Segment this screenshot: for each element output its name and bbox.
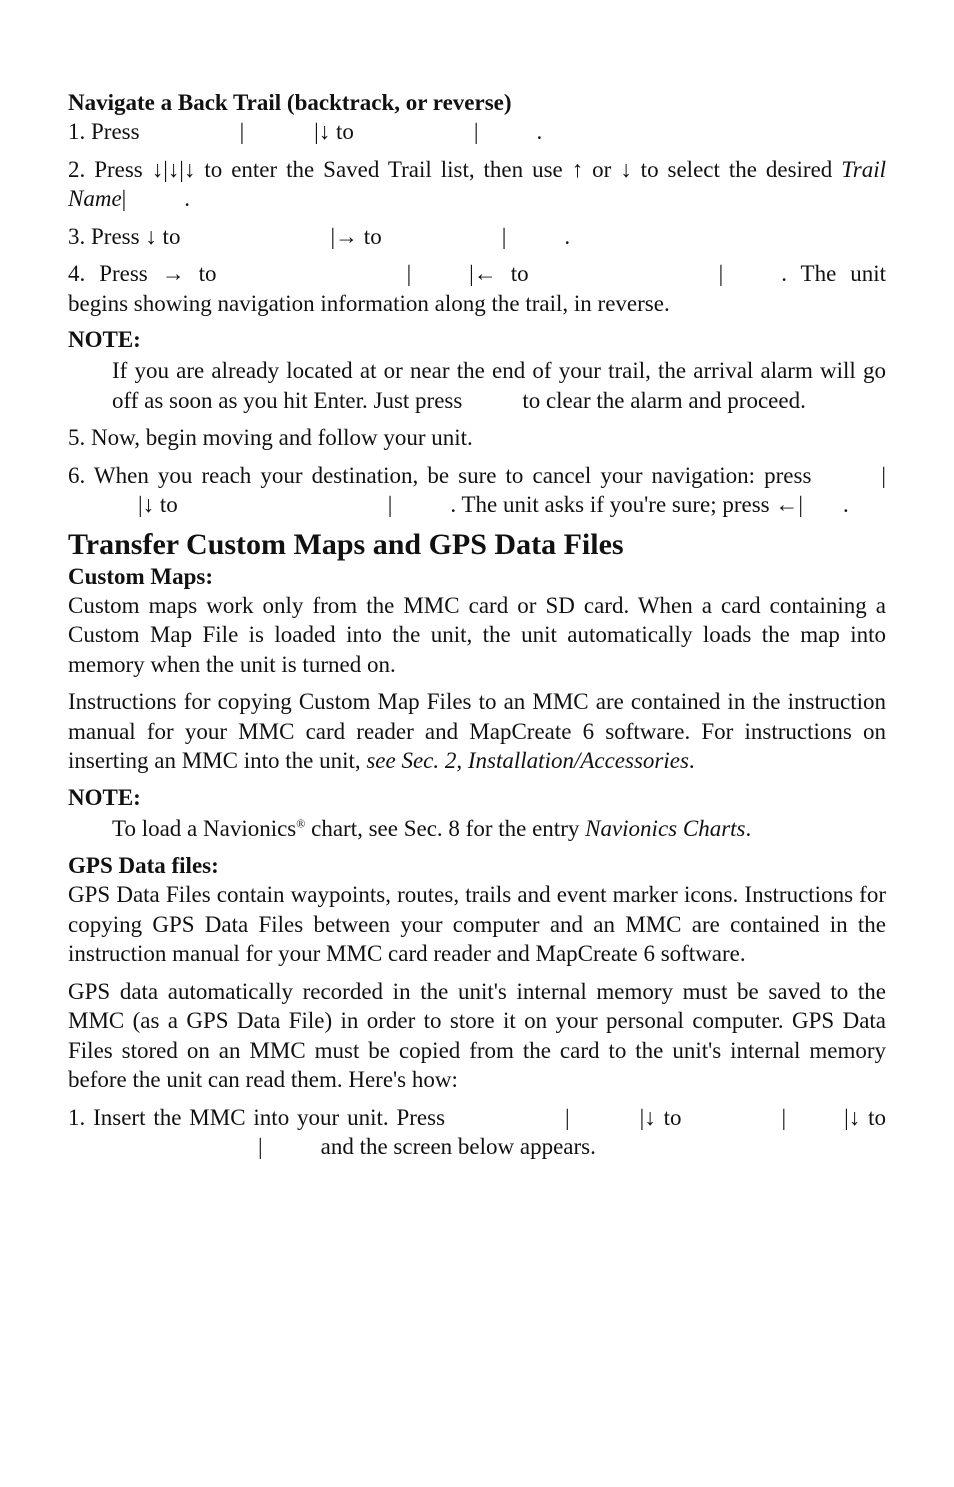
backtrack-step-5: 5. Now, begin moving and follow your unit.	[68, 425, 473, 450]
note-label: NOTE:	[68, 327, 141, 352]
backtrack-step-6: 6. When you reach your destination, be sure to cancel your navigation: press ||↓ to | . The unit asks if you're sure; press ←| .	[68, 462, 886, 517]
backtrack-step-4: 4. Press → to | |← to | . The unit begins showing navigation information along the trail, in reverse.	[68, 261, 887, 316]
gps-data-heading: GPS Data files:	[68, 853, 219, 878]
gps-data-paragraph-2: GPS data automatically recorded in the unit's internal memory must be saved to the MMC (as a GPS Data File) in order to store it on your personal computer. GPS Data Files stored on an MMC must be copied from the card to the unit's internal memory before the unit can read them. Here's how:	[68, 978, 886, 1092]
section-title: Transfer Custom Maps and GPS Data Files	[68, 527, 624, 561]
note-arrival-alarm: If you are already located at or near the end of your trail, the arrival alarm will go off as soon as you hit Enter. Just press to clear the alarm and proceed.	[112, 358, 886, 413]
note-navionics: To load a Navionics® chart, see Sec. 8 for the entry Navionics Charts.	[112, 815, 752, 841]
backtrack-step-2: 2. Press ↓|↓|↓ to enter the Saved Trail list, then use ↑ or ↓ to select the desired Trail Name| .	[68, 156, 886, 211]
gps-step-1: 1. Insert the MMC into your unit. Press | |↓ to | |↓ to| and the screen below appears.	[68, 1104, 886, 1159]
custom-maps-paragraph-2: Instructions for copying Custom Map Files to an MMC are contained in the instruction manual for your MMC card reader and MapCreate 6 software. For instructions on inserting an MMC into the unit, see Sec. 2, Installation/Accessories.	[68, 689, 886, 773]
backtrack-step-1: 1. Press | |↓ to | .	[68, 119, 543, 144]
backtrack-step-3: 3. Press ↓ to |→ to | .	[68, 223, 571, 249]
backtrack-heading: Navigate a Back Trail (backtrack, or reverse)	[68, 90, 512, 115]
gps-data-paragraph-1: GPS Data Files contain waypoints, routes, trails and event marker icons. Instructions for copying GPS Data Files between your computer and an MMC are contained in the instruction manual for your MMC card reader and MapCreate 6 software.	[68, 882, 886, 966]
custom-maps-heading: Custom Maps:	[68, 563, 214, 589]
custom-maps-paragraph-1: Custom maps work only from the MMC card or SD card. When a card containing a Custom Map File is loaded into the unit, the unit automatically loads the map into memory when the unit is turned on.	[68, 592, 886, 677]
manual-page	[68, 88, 886, 1170]
note-label-2: NOTE:	[68, 784, 141, 810]
